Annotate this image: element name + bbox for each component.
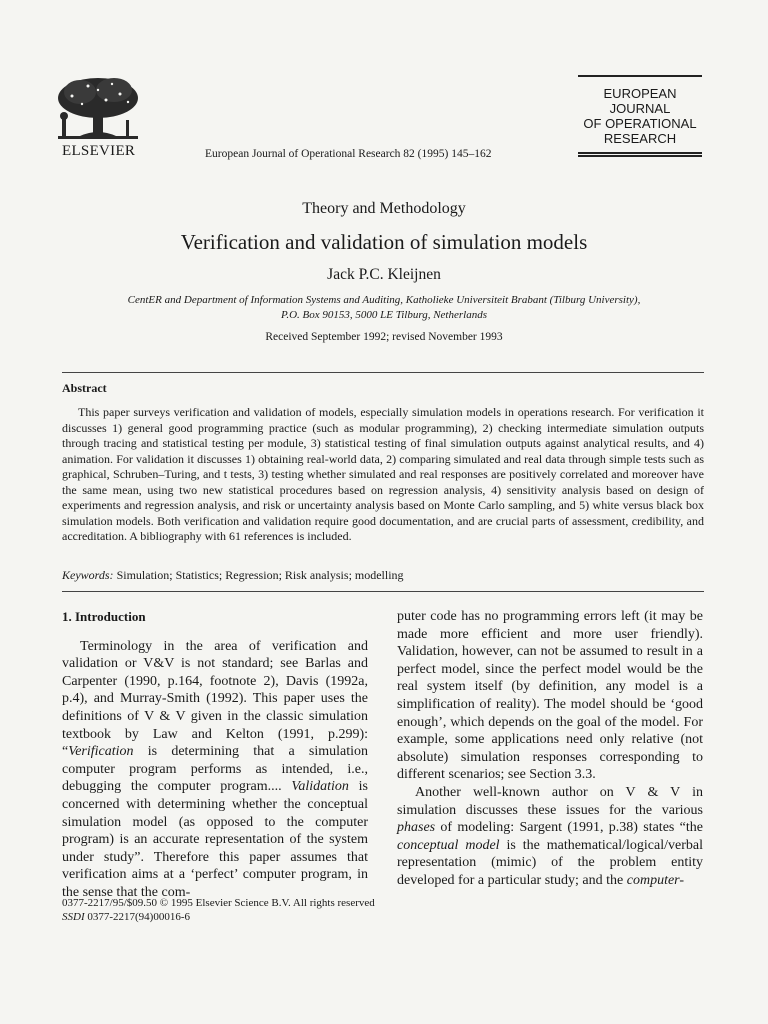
right-column [397, 608, 703, 890]
keywords-label: Keywords: [62, 568, 114, 582]
paragraph: puter code has no programming errors left (it may be made more efficient and more user friendly). Validation, however, can not be assumed to result in a perfect model, since the perfect model would be the real system itself (by definition, any model is a simplification of reality). The model should be ‘good enough’, which depends on the goal of the model. For example, some applications need only relative (not absolute) simulation responses corresponding to different scenarios; see Section 3.3. [397, 609, 703, 783]
logo-rule-bottom [578, 152, 702, 154]
abstract-rule-top [62, 372, 704, 373]
journal-logo-name [578, 78, 702, 151]
publisher-name: ELSEVIER [62, 143, 136, 159]
logo-rule-bottom-2 [578, 155, 702, 157]
journal-logo-line: EUROPEAN [603, 86, 677, 101]
left-column [62, 608, 368, 902]
ssdi-line: SSDI 0377-2217(94)00016-6 [62, 911, 191, 923]
affiliation-line: P.O. Box 90153, 5000 LE Tilburg, Netherlands [281, 309, 487, 321]
affiliation [90, 293, 678, 323]
journal-citation: European Journal of Operational Research 82 (1995) 145–162 [205, 148, 492, 160]
journal-logo-line: OF OPERATIONAL [583, 116, 697, 131]
footer [62, 896, 375, 924]
journal-logo-line: RESEARCH [603, 131, 677, 146]
paragraph: Terminology in the area of verification and validation or V&V is not standard; see Barlas and Carpenter (1990, p.164, footnote 2), Davis (1992a, p.4), and Murray-Smith (1992). This paper uses the definitions of V & V given in the classic simulation textbook by Law and Kelton (1991, p.299): “Verification is determining that a simulation computer program performs as intended, i.e., debugging the computer program.... Validation is concerned with determining whether the conceptual simulation model (as opposed to the computer program) is an accurate representation of the system under study”. Therefore this paper assumes that verification aims at a ‘perfect’ computer program, in the sense that the com- [62, 638, 368, 900]
article-title: Verification and validation of simulation models [180, 230, 588, 254]
received-dates: Received September 1992; revised November 1993 [265, 331, 503, 343]
logo-rule-top [578, 75, 702, 77]
paragraph: Another well-known author on V & V in simulation discusses these issues for the various phases of modeling: Sargent (1991, p.38) states “the conceptual model is the mathematical/logical/verbal representation (mimic) of the problem entity developed for a particular study; and the computer- [397, 784, 703, 888]
abstract-text: This paper surveys verification and validation of models, especially simulation models in operations research. For verification it discusses 1) general good programming practice (such as modular programming), 2) checking intermediate simulation outputs through tracing and statistical testing per module, 3) statistical testing of final simulation outputs against analytical results, and 4) animation. For validation it discusses 1) obtaining real-world data, 2) comparing simulated and real data through simple tests such as graphical, Schruben–Turing, and t tests, 3) testing whether simulated and real responses are positively correlated and moreover have the same mean, using two new statistical procedures based on regression analysis, 4) sensitivity analysis based on design of experiments and regression analysis, and risk or uncertainty analysis based on Monte Carlo sampling, and 5) white versus black box simulation models. Both verification and validation require good documentation, and are crucial parts of assessment, credibility, and accreditation. A bibliography with 61 references is included. [62, 405, 704, 543]
elsevier-tree-logo [50, 72, 150, 142]
keywords-list: Simulation; Statistics; Regression; Risk analysis; modelling [116, 568, 404, 582]
section-heading: 1. Introduction [62, 609, 146, 624]
abstract-rule-bottom [62, 591, 704, 592]
affiliation-line: CentER and Department of Information Systems and Auditing, Katholieke Universiteit Brabant (Tilburg University), [127, 294, 641, 306]
journal-logo [578, 74, 702, 158]
section-label: Theory and Methodology [302, 200, 466, 217]
keywords [62, 568, 704, 583]
abstract-heading: Abstract [62, 381, 107, 395]
author-name: Jack P.C. Kleijnen [327, 266, 441, 283]
copyright-line: 0377-2217/95/$09.50 © 1995 Elsevier Science B.V. All rights reserved [62, 897, 375, 909]
journal-logo-line: JOURNAL [609, 101, 671, 116]
